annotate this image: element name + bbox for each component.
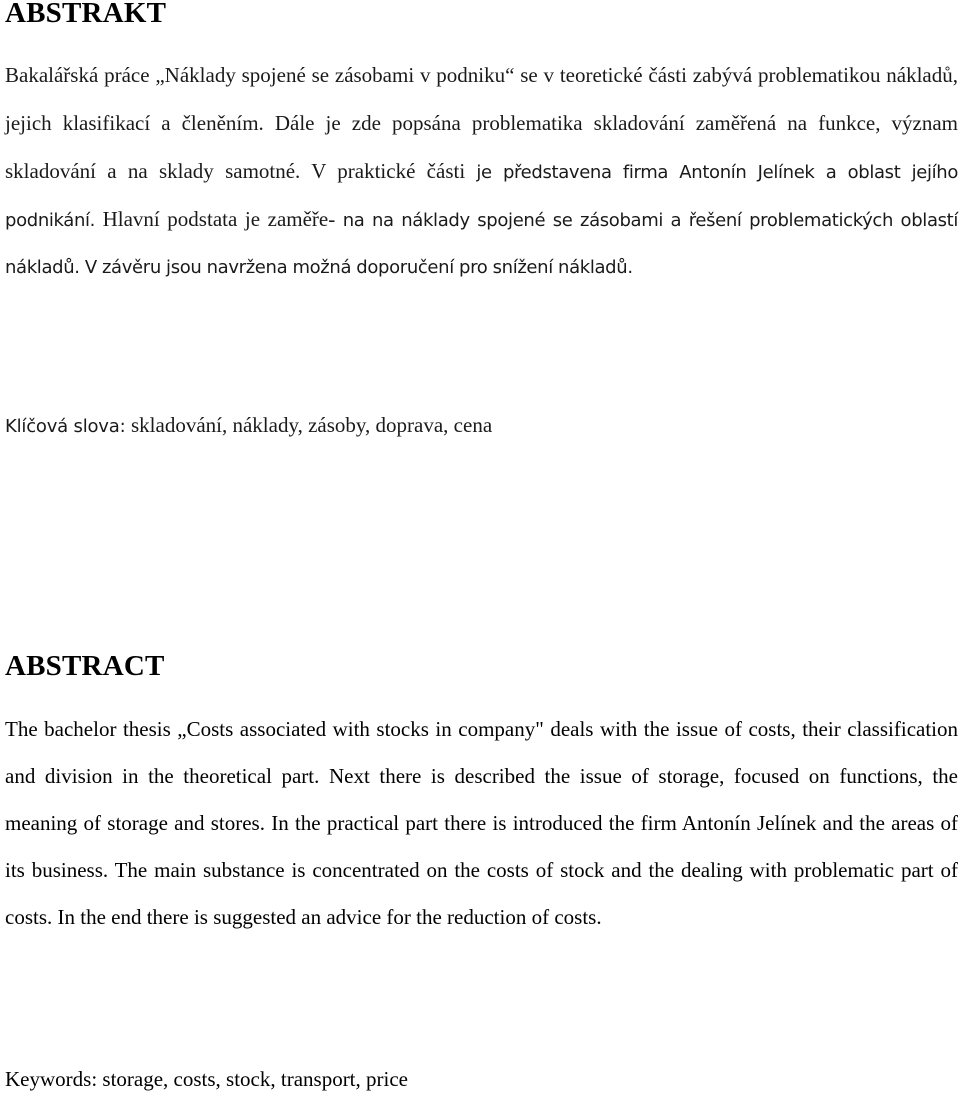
keywords-czech-label: Klíčová slova: [5, 416, 126, 437]
abstract-heading-english: ABSTRACT [5, 650, 165, 682]
abstract-text-english: The bachelor thesis „Costs associated with stocks in company" deals with the issue of costs, their classification and division in the theoretical part. Next there is described the issue of storage, focused on functions, the meaning of storage and stores. In the practical part there is introduced the firm Antonín Jelínek and the areas of its business. The main substance is concentrated on the costs of stock and the dealing with problematic part of costs. In the end there is suggested an advice for the reduction of costs. [5, 717, 958, 929]
keywords-czech [5, 402, 958, 450]
abstract-czech-part-1: Bakalářská práce „Náklady spojené se zásobami v podniku“ se v teoretické části zabývá problematikou nákladů, jejich klasifikací a členěním. Dále je zde popsána problematika skladování zaměřená na funkce, význam skladování a na sklady samotné. V praktické části [5, 63, 958, 183]
abstract-czech-part-2: je představena firma Antonín Jelínek a oblast jejího podnikání. [5, 162, 958, 231]
abstract-czech-part-3: Hlavní podstata je zaměře- [102, 207, 336, 231]
abstract-heading-czech: ABSTRAKT [5, 0, 167, 29]
abstract-text-czech [5, 52, 958, 291]
keywords-english: Keywords: storage, costs, stock, transport, price [5, 1067, 408, 1091]
keywords-czech-list: skladování, náklady, zásoby, doprava, cena [131, 413, 493, 437]
abstract-czech-part-5: V závěru jsou navržena možná doporučení pro snížení nákladů. [84, 257, 633, 278]
abstract-czech-part-4: na na náklady spojené se zásobami a řešení problematických oblastí nákladů. [5, 210, 959, 278]
